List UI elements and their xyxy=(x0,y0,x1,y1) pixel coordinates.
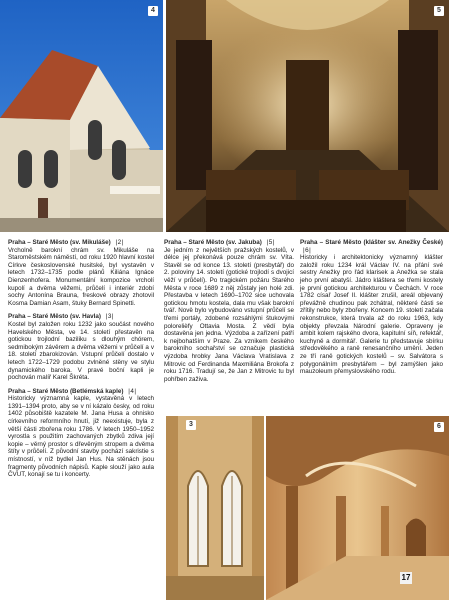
entry-havel xyxy=(8,313,154,381)
entry-title: Praha – Staré Město (sv. Havla) xyxy=(8,313,101,321)
entry-text: Historicky významná kaple, vystavěná v letech 1391–1394 proto, aby se v ní kázalo česky, od roku 1402 působiště kazatele M. Jana Husa a ohnisko církevního reformního hnutí, již neexistuje, byla z větší části zbořena roku 1786. V letech 1950–1952 vyrostla s použitím zachovaných zbytků zdiva její kopie – věrný prostor s dřevěným stropem a dvěma štíty v průčelí. Z původní stavby pochází sakristie s místností, v níž bydlel Jan Hus. Na stěnách jsou fragmenty původních nápisů. Kaple slouží jako aula ČVUT, konají se tu i koncerty. xyxy=(8,395,154,479)
bethlehem-chapel-photo xyxy=(0,0,163,232)
photo-number-badge: 6 xyxy=(434,422,444,432)
entry-text: Je jedním z největších pražských kostelů, v délce jej překonává pouze chrám sv. Víta. Stavěl se od konce 13. století (presbytář) do 2. poloviny 14. století (gotické trojlodí s dvojicí věží v průčelí). Po tragickém požáru Starého Města v roce 1689 z něj zůstaly jen holé zdi. Přestavba v letech 1690–1702 sice uchovala gotickou hmotu kostela, dala mu však barokní tvář. Nově bylo vybudováno vstupní průčelí se třemi portály, zdobené rozsáhlými štukovými polorelièfy Ottavia Mosta. Z vědí byla dostavěna jen jedna. Výzdoba a zařízení patří k nejbohatším v Praze. Za vznikem českého barokního sochařství se označuje plastická výzdoba hrobky Jana Václava Vratislava z Mitrovic od Ferdinanda Maxmiliána Brokofa z roku 1716. Tradují se, že Jan z Mitrovic tu byl pohřben zaživa. xyxy=(164,246,294,383)
entry-betlem xyxy=(8,388,154,479)
page-number: 17 xyxy=(401,573,411,582)
entry-text: Kostel byl založen roku 1232 jako součást nového Havelského Města, ve 14. století přestavěn na gotickou trojlodní baziliku s dlouhým chórem, sedmibokým závěrem a dvěma věžemi v průčelí a v 18. století zbarokizován. Vstupní průčelí dostalo v letech 1722–1729 podobu zvlněné stěny ve stylu dynamického baroka. V pravé boční kapli je pochován malíř Karel Škréta. xyxy=(8,320,154,382)
text-column-3 xyxy=(300,239,443,382)
st-james-interior-photo xyxy=(166,0,449,232)
entry-number: |5| xyxy=(266,239,275,246)
entry-text: Vrcholně barokní chrám sv. Mikuláše na Staroměstském náměstí, od roku 1920 hlavní kostel Církve československé husitské, byl vystavěn v letech 1732–1735 podle plánů Kiliána Ignáce Dienzenhofera. Monumentální kompozice vrcholí kupolí a dvěma věžemi, průčelí i interiér zdobí sochy Antonína Brauna, freskové obrazy zhotovil Kosma Damian Asam, štuky Bernard Spinetti. xyxy=(8,246,154,307)
entry-number: |4| xyxy=(128,387,137,395)
entry-title: Praha – Staré Město (sv. Jakuba) xyxy=(164,239,262,246)
photo-number-badge: 4 xyxy=(148,6,158,16)
entry-title: Praha – Staré Město (sv. Mikuláše) xyxy=(8,239,111,246)
entry-title: Praha – Staré Město (Betlémská kaple) xyxy=(8,387,124,395)
entry-number: |6| xyxy=(303,246,312,254)
entry-jakub xyxy=(164,239,294,383)
entry-title: Praha – Staré Město (klášter sv. Anežky České) xyxy=(300,239,443,246)
entry-anezka xyxy=(300,239,443,376)
entry-number: |3| xyxy=(105,313,115,321)
entry-mikulas xyxy=(8,239,154,307)
entry-number: |2| xyxy=(115,239,124,246)
text-column-2 xyxy=(164,239,294,389)
text-column-1 xyxy=(8,239,154,485)
photo-number-badge: 5 xyxy=(434,6,444,16)
photo-number-badge: 3 xyxy=(186,420,196,430)
st-agnes-cloister-photo xyxy=(266,416,449,600)
st-havel-window-photo xyxy=(166,416,264,600)
entry-text: Historicky i architektonicky významný klášter založil roku 1234 král Václav IV. na přání své sestry Anežky pro řád klarisek a Anežka se stala jeho první abatyší. Jádro kláštera se třemi kostely je první gotickou architekturou v Čechách. V roce 1782 císař Josef II. klášter zrušil, areál objevaný převážně chudinou pak zchátral, některé části se zřítily nebo byly zbořeny. Koncem 19. století začala rekonstrukce, která trvala až do roku 1963, kdy objekty převzala Národní galerie. Opraveny je ambit kolem rajského dvora, kapitulní síň, refektář, kuchyně a dormitář. Galerie tu představuje sbírku středověkého a raně renesančního umění. Jeden ze tří raně gotických kostelů – sv. Salvátora s polygonálním presbytářem – byl zamýšlen jako mauzoleum přemyslovského rodu. xyxy=(300,254,443,376)
